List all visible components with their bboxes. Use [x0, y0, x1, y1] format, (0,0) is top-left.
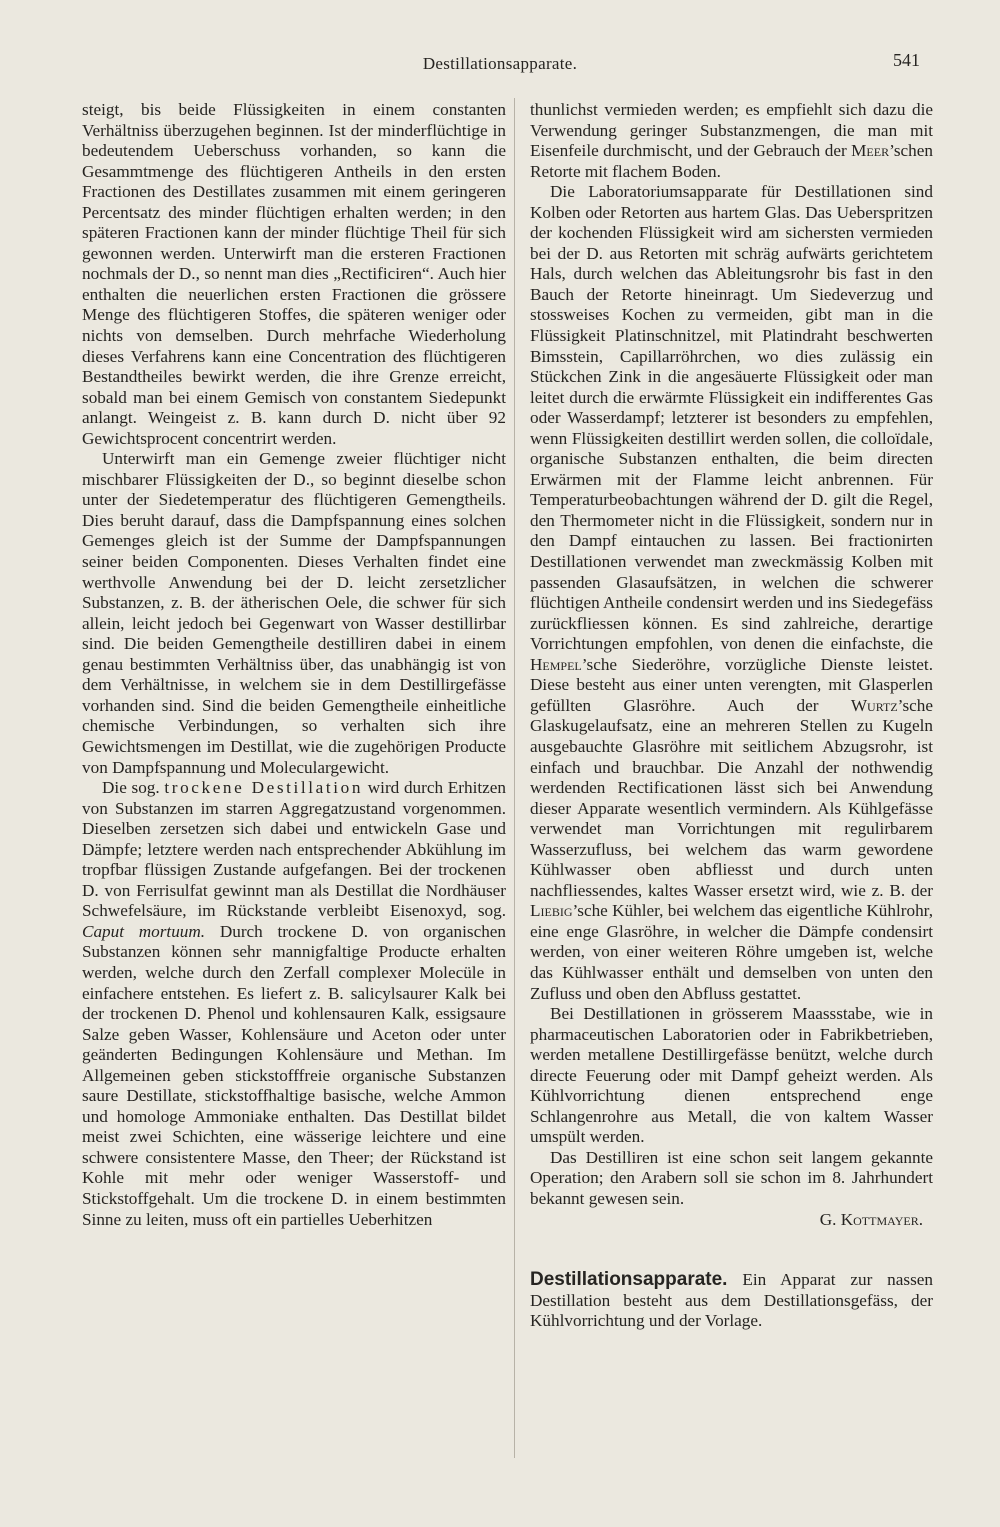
paragraph-laboratory-apparatus	[530, 182, 933, 1004]
paragraph-history: Das Destilliren ist eine schon seit langem gekannte Operation; den Arabern soll sie schon im 8. Jahrhundert bekannt gewesen sein.	[530, 1147, 933, 1208]
continuation-text: thunlichst vermieden werden; es empfiehlt sich dazu die Verwendung geringer Substanzmengen, die man mit Eisenfeile durchmischt, und der Gebrauch der	[530, 100, 933, 161]
entry-headword: Destillationsapparate.	[530, 1269, 728, 1291]
apparatus-text-c: ’sche Glaskugelaufsatz, eine an mehreren Stellen zu Kugeln ausgebauchte Glasröhre mit seitlichem Abzugsrohr, ist einfach und brauchbar. Die Anzahl der nothwendig werdenden Rectificationen lässt sich bei Anwendung dieser Apparate wesentlich vermindern. Als Kühlgefässe verwendet man Vorrichtungen mit regulirbarem Wasserzufluss, bei welchem das warm gewordene Kühlwasser oben abfliesst und durch unten nachfliessendes, kaltes Wasser ersetzt wird, wie z. B. der	[530, 695, 933, 900]
person-name-liebig: Liebig	[530, 901, 573, 921]
author-signature: G. Kottmayer.	[819, 1209, 923, 1229]
apparatus-text-a: Die Laboratoriumsapparate für Destillationen sind Kolben oder Retorten aus hartem Glas. Das Ueberspritzen der kochenden Flüssigkeit wird am sichersten vermieden bei der D. aus Retorten mit schräg aufwärts gerichtetem Hals, durch welchen das Ableitungsrohr bis fast in den Bauch der Retorte hineinragt. Um Siedeverzug und stossweises Kochen zu vermeiden, gibt man in die Flüssigkeit Platinschnitzel, mit Platindraht beschwerten Bimsstein, Capillarröhrchen, wo dies zulässig ein Stückchen Zink in die angesäuerte Flüssigkeit oder man leitet durch die erwärmte Flüssigkeit ein indifferentes Gas oder Wasserdampf; letzterer ist besonders zu empfehlen, wenn Flüssigkeiten destillirt werden sollen, die colloïdale, organische Substanzen enthalten, die beim directen Erwärmen mit der Flamme leicht anbrennen. Für Temperaturbeobachtungen während der D. gilt die Regel, den Thermometer nicht in die Flüssigkeit, sondern nur in den Dampf eintauchen zu lassen. Bei fractionirten Destillationen verwendet man zweckmässig Kolben mit passenden Glasaufsätzen, in welchen die schwerer flüchtigen Antheile condensirt werden und ins Siedegefäss zurückfliessen können. Es sind zahlreiche, derartige Vorrichtungen empfohlen, von denen die einfachste, die	[530, 182, 933, 654]
caput-mortuum-term: Caput mortuum.	[82, 921, 206, 941]
left-column	[82, 100, 506, 1230]
running-head-title: Destillationsapparate.	[422, 54, 578, 73]
person-name-meer: Meer	[851, 141, 890, 161]
running-head	[0, 50, 1000, 80]
person-name-hempel: Hempel	[530, 654, 582, 674]
apparatus-text-d: ’sche Kühler, bei welchem das eigentliche Kühlrohr, eine enge Glasröhre, in welcher die Dämpfe condensirt werden, von einer weiteren Röhre umgeben ist, welche das Kühlwasser enthält und demselben von unten den Zufluss und oben den Abfluss gestattet.	[530, 901, 933, 1003]
paragraph-dry-distillation	[82, 778, 506, 1230]
paragraph-immiscible-liquids: Unterwirft man ein Gemenge zweier flüchtiger nicht mischbarer Flüssigkeiten der D., so beginnt dieselbe schon unter der Siedetemperatur des flüchtigeren Gemengtheils. Dies beruht darauf, dass die Dampfspannung eines solchen Gemenges gleich ist der Summe der Dampfspannungen seiner beiden Componenten. Dieses Verhalten findet eine werthvolle Anwendung bei der D. leicht zersetzlicher Substanzen, z. B. der ätherischen Oele, die schwer für sich allein, leicht jedoch bei Gegenwart von Wasser destillirbar sind. Die beiden Gemengtheile destilliren dabei in einem genau bestimmten Verhältniss über, das unabhängig ist von dem Verhältnisse, in welchem sie in dem Destillirgefässe vorhanden sind. Sind die beiden Gemengtheile einheitliche chemische Verbindungen, so verhalten sich ihre Gewichtsmengen im Destillat, wie die zugehörigen Producte von Dampfspannung und Moleculargewicht.	[82, 449, 506, 777]
paragraph-continuation: steigt, bis beide Flüssigkeiten in einem constanten Verhältniss überzugehen beginnen. Ist der minderflüchtige in bedeutendem Ueberschuss vorhanden, so kann die Gesammtmenge des flüchtigeren Antheils in den ersten Fractionen des Destillates zusammen mit einem geringeren Percentsatz des minder flüchtigen erhalten werden; in den späteren Fractionen kann der minder flüchtige Theil für sich gewonnen werden. Unterwirft man die ersteren Fractionen nochmals der D., so nennt man dies „Rectificiren“. Auch hier enthalten die neuerlichen ersten Fractionen die grössere Menge des flüchtigeren Stoffes, die späteren weniger oder nichts von demselben. Durch mehrfache Wiederholung dieses Verfahrens kann eine Concentration des flüchtigeren Bestandtheiles bewirkt werden, die ihre Grenze erreicht, sobald man bei einem Gemisch von constantem Siedepunkt anlangt. Weingeist z. B. kann durch D. nicht über 92 Gewichtsprocent concentrirt werden.	[82, 100, 506, 448]
right-column	[530, 100, 933, 1332]
column-divider	[514, 98, 515, 1458]
dry-distillation-term: trockene Destillation	[164, 778, 364, 798]
entry-text: Ein Apparat zur nassen Destillation besteht aus dem Destillationsgefäss, der Kühlvorrichtung und der Vorlage.	[530, 1270, 933, 1331]
dry-distillation-intro: Die sog.	[102, 778, 160, 798]
dry-distillation-organic: Durch trockene D. von organischen Substanzen können sehr mannigfaltige Producte erhalten werden, welche durch den Zerfall complexer Molecüle in einfachere entstehen. Es liefert z. B. salicylsaurer Kalk bei der trockenen D. Phenol und kohlensauren Kalk, essigsaure Salze geben Wasser, Kohlensäure und Aceton oder unter geänderten Bedingungen Kohlensäure und Methan. Im Allgemeinen geben stickstofffreie organische Substanzen saure Destillate, stickstoffhaltige basische, welche Ammon und homologe Ammoniake enthalten. Das Destillat bildet meist zwei Schichten, eine wässerige leichtere und eine schwere consistentere Masse, den Theer; der Rückstand ist Kohle mit mehr oder weniger Wasserstoff- und Stickstoffgehalt. Um die trockene D. in einem bestimmten Sinne zu leiten, muss oft ein partielles Ueberhitzen	[82, 921, 507, 1229]
entry-destillationsapparate	[530, 1270, 933, 1332]
apparatus-text-b: ’sche Siederöhre, vorzügliche Dienste leistet. Diese besteht aus einer unten verengten, mit Glasperlen gefüllten Glasröhre. Auch der	[530, 654, 933, 715]
dry-distillation-text: wird durch Erhitzen von Substanzen im starren Aggregatzustand vorgenommen. Dieselben zersetzen sich dabei und entwickeln Gase und Dämpfe; letztere werden nach entsprechender Abkühlung im tropfbar flüssigen Zustande aufgefangen. Bei der trockenen D. von Ferrisulfat gewinnt man als Destillat die Nordhäuser Schwefelsäure, im Rückstande verbleibt Eisenoxyd, sog.	[82, 778, 507, 921]
page-number: 541	[893, 50, 920, 70]
continuation-end: ’schen Retorte mit flachem Boden.	[530, 141, 933, 181]
person-name-wurtz: Wurtz	[850, 695, 898, 715]
paragraph-large-scale: Bei Destillationen in grösserem Maassstabe, wie in pharmaceutischen Laboratorien oder in Fabrikbetrieben, werden metallene Destillirgefässe benützt, welche durch directe Feuerung oder mit Dampf geheizt werden. Als Kühlvorrichtung dienen entsprechend enge Schlangenrohre aus Metall, die von kaltem Wasser umspült werden.	[530, 1004, 933, 1147]
paragraph-continuation-right	[530, 100, 933, 182]
